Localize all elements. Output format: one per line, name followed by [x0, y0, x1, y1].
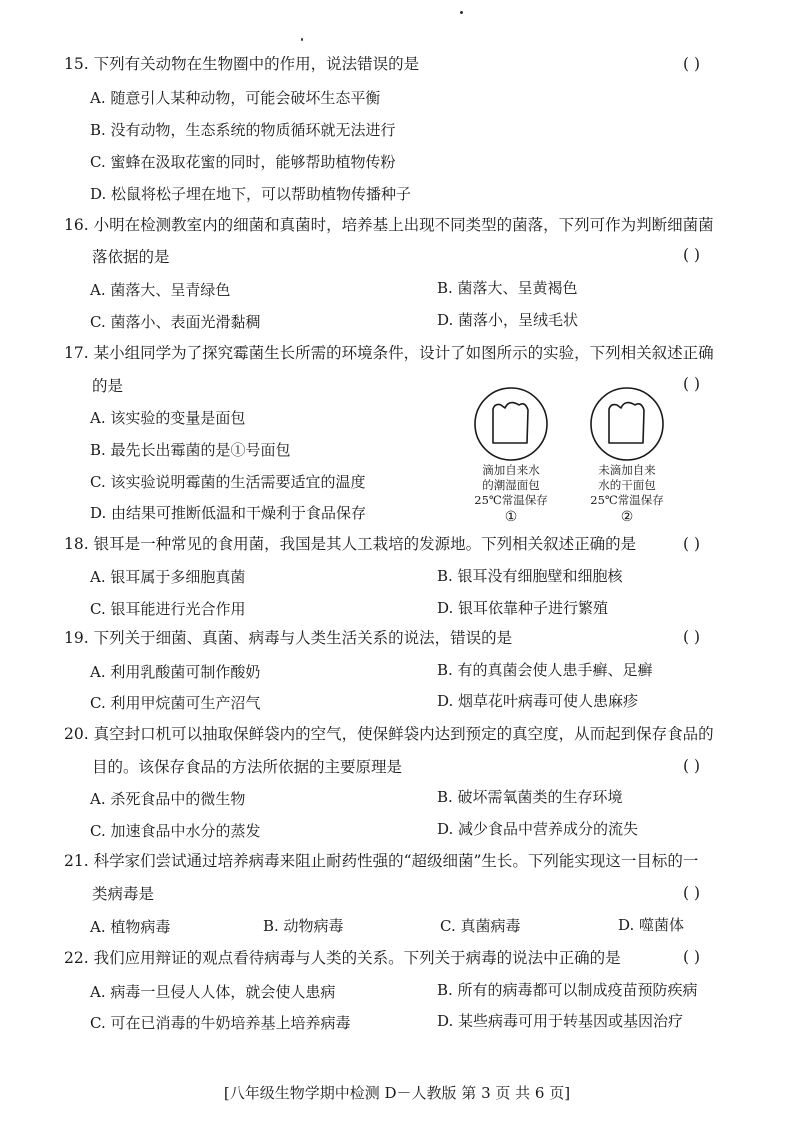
question-stem-continued: 落依据的是: [92, 248, 170, 266]
option-a: A. 菌落大、呈青绿色: [90, 281, 231, 299]
option-b: B. 银耳没有细胞壁和细胞核: [437, 567, 623, 585]
option-a: A. 病毒一旦侵人人体，就会使人患病: [90, 983, 336, 1001]
option-b: B. 最先长出霉菌的是①号面包: [90, 441, 291, 459]
option-b: B. 破坏需氧菌类的生存环境: [437, 788, 623, 806]
option-b: B. 动物病毒: [263, 917, 344, 935]
caption-left-2: 的潮湿面包: [482, 478, 540, 492]
caption-right-3: 25℃常温保存: [590, 493, 664, 507]
question-stem: 20. 真空封口机可以抽取保鲜袋内的空气，使保鲜袋内达到预定的真空度，从而起到保存食品的: [64, 725, 714, 743]
option-a: A. 随意引人某种动物，可能会破坏生态平衡: [90, 89, 381, 107]
caption-right-1: 未滴加自来: [598, 463, 656, 477]
print-speck: [460, 11, 463, 14]
page-footer: [八年级生物学期中检测 D－人教版 第 3 页 共 6 页]: [223, 1084, 571, 1102]
answer-bracket[interactable]: ( ): [683, 757, 701, 775]
petri-dish-dry-bread: [591, 388, 663, 460]
question-stem: 17. 某小组同学为了探究霉菌生长所需的环境条件，设计了如图所示的实验，下列相关叙述正确: [64, 344, 714, 362]
option-d: D. 银耳依靠种子进行繁殖: [437, 599, 609, 617]
bread-slice-icon: [609, 403, 644, 443]
option-c: C. 真菌病毒: [440, 917, 521, 935]
question-stem: 18. 银耳是一种常见的食用菌，我国是其人工栽培的发源地。下列相关叙述正确的是: [64, 535, 637, 553]
petri-dish-wet-bread: [475, 388, 547, 460]
caption-left-3: 25℃常温保存: [474, 493, 548, 507]
option-b: B. 有的真菌会使人患手癣、足癣: [437, 661, 653, 679]
question-stem-continued: 类病毒是: [92, 885, 155, 903]
question-stem: 16. 小明在检测教室内的细菌和真菌时，培养基上出现不同类型的菌落，下列可作为判断细菌菌: [64, 216, 714, 234]
option-a: A. 植物病毒: [90, 918, 171, 936]
answer-bracket[interactable]: ( ): [683, 375, 701, 393]
option-d: D. 菌落小，呈绒毛状: [437, 311, 579, 329]
option-d: D. 由结果可推断低温和干燥利于食品保存: [90, 504, 367, 522]
answer-bracket[interactable]: ( ): [683, 535, 701, 553]
label-number-1: ①: [504, 509, 518, 525]
option-d: D. 某些病毒可用于转基因或基因治疗: [437, 1012, 684, 1030]
print-speck: [301, 38, 303, 41]
option-c: C. 蜜蜂在汲取花蜜的同时，能够帮助植物传粉: [90, 153, 396, 171]
question-stem: 21. 科学家们尝试通过培养病毒来阻止耐药性强的“超级细菌”生长。下列能实现这一目标的一: [64, 852, 699, 870]
question-stem-continued: 目的。该保存食品的方法所依据的主要原理是: [92, 758, 403, 776]
option-b: B. 所有的病毒都可以制成疫苗预防疾病: [437, 981, 698, 999]
question-stem: 19. 下列关于细菌、真菌、病毒与人类生活关系的说法，错误的是: [64, 629, 513, 647]
option-c: C. 银耳能进行光合作用: [90, 600, 246, 618]
label-number-2: ②: [620, 509, 634, 525]
question-stem-continued: 的是: [92, 377, 124, 395]
option-c: C. 菌落小、表面光滑黏稠: [90, 313, 261, 331]
option-b: B. 没有动物，生态系统的物质循环就无法进行: [90, 121, 396, 139]
answer-bracket[interactable]: ( ): [683, 55, 701, 73]
option-d: D. 噬菌体: [618, 916, 685, 934]
caption-left-1: 滴加自来水: [482, 463, 540, 477]
option-a: A. 利用乳酸菌可制作酸奶: [90, 663, 261, 681]
question-stem: 22. 我们应用辩证的观点看待病毒与人类的关系。下列关于病毒的说法中正确的是: [64, 949, 621, 967]
option-d: D. 减少食品中营养成分的流失: [437, 820, 639, 838]
option-a: A. 该实验的变量是面包: [90, 409, 246, 427]
option-b: B. 菌落大、呈黄褐色: [437, 279, 578, 297]
option-c: C. 该实验说明霉菌的生活需要适宜的温度: [90, 473, 366, 491]
answer-bracket[interactable]: ( ): [683, 246, 701, 264]
option-a: A. 杀死食品中的微生物: [90, 790, 246, 808]
option-d: D. 烟草花叶病毒可使人患麻疹: [437, 692, 639, 710]
caption-right-2: 水的干面包: [598, 478, 656, 492]
option-c: C. 利用甲烷菌可生产沼气: [90, 694, 261, 712]
option-d: D. 松鼠将松子埋在地下，可以帮助植物传播种子: [90, 185, 412, 203]
option-a: A. 银耳属于多细胞真菌: [90, 568, 246, 586]
experiment-figure: [465, 386, 705, 526]
bread-dishes-diagram: [465, 386, 705, 466]
bread-slice-icon: [493, 403, 528, 443]
option-c: C. 可在已消毒的牛奶培养基上培养病毒: [90, 1014, 351, 1032]
option-c: C. 加速食品中水分的蒸发: [90, 822, 261, 840]
question-stem: 15. 下列有关动物在生物圈中的作用，说法错误的是: [64, 55, 420, 73]
answer-bracket[interactable]: ( ): [683, 628, 701, 646]
answer-bracket[interactable]: ( ): [683, 948, 701, 966]
answer-bracket[interactable]: ( ): [683, 884, 701, 902]
